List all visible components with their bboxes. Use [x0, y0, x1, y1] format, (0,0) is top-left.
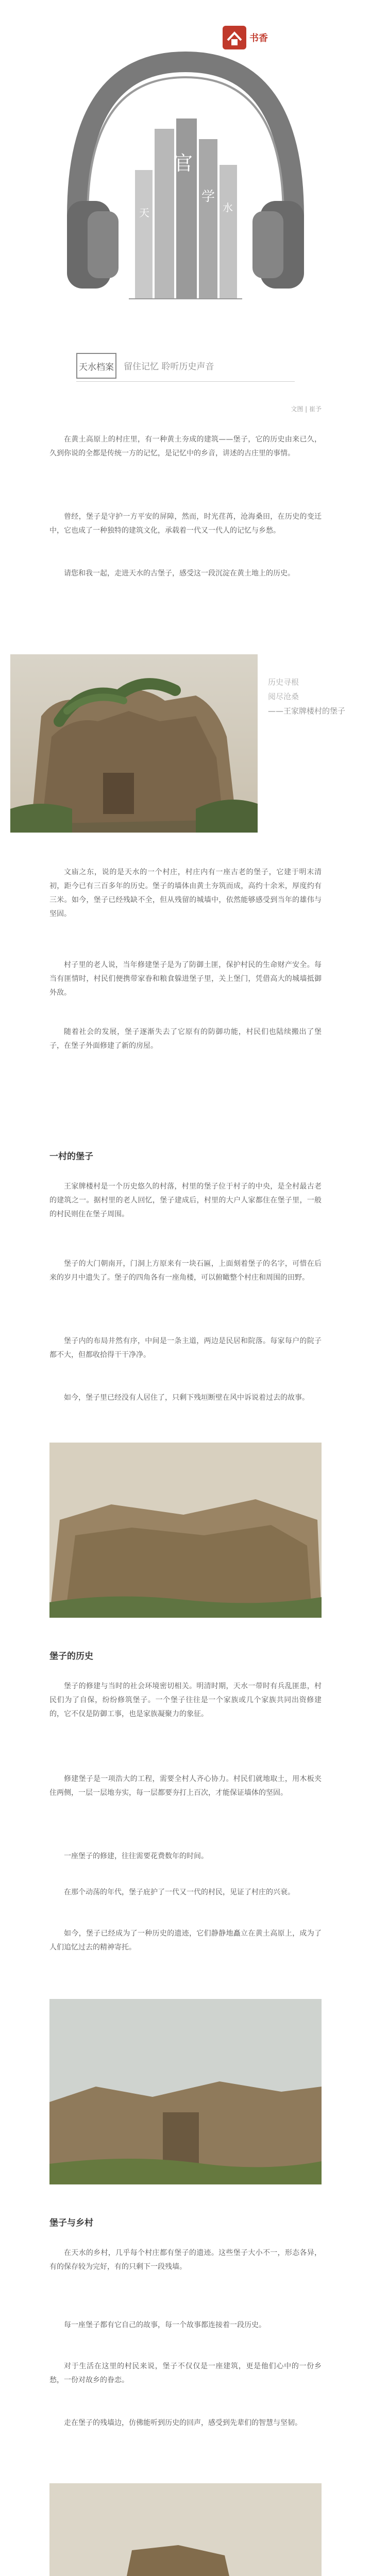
- body-paragraph: 在天水的乡村，几乎每个村庄都有堡子的遗迹。这些堡子大小不一，形态各异，有的保存较为完好，有的只剩下一段残墙。: [49, 2249, 322, 2271]
- village-fort-photo: [49, 1999, 322, 2184]
- svg-text:天: 天: [139, 207, 149, 219]
- body-paragraph: 修建堡子是一项浩大的工程，需要全村人齐心协力。村民们就地取土，用木板夹住两侧，一层一层地夯实，每一层都要夯打上百次，才能保证墙体的坚固。: [49, 1775, 322, 1797]
- svg-text:水: 水: [223, 201, 233, 214]
- svg-text:官: 官: [173, 152, 193, 175]
- ruined-fort-photo: [10, 654, 258, 833]
- author-credit: 文图 | 崔予: [291, 405, 322, 413]
- body-paragraph: 村子里的老人说，当年修建堡子是为了防御土匪，保护村民的生命财产安全。每当有匪情时，村民们便携带家眷和粮食躲进堡子里，关上堡门，凭借高大的城墙抵御外敌。: [49, 961, 322, 997]
- brand-logo-icon: [222, 25, 247, 50]
- photo-caption-line: 历史寻根: [268, 677, 299, 687]
- section-title: 堡子的历史: [49, 1651, 93, 1662]
- body-paragraph: 对于生活在这里的村民来说，堡子不仅仅是一座建筑，更是他们心中的一份乡愁，一份对故乡的眷恋。: [49, 2362, 322, 2384]
- body-paragraph: 堡子内的布局井然有序，中间是一条主道，两边是民居和院落。每家每户的院子都不大，但都收拾得干干净净。: [49, 1337, 322, 1359]
- section-title: 堡子与乡村: [49, 2218, 93, 2228]
- column-subtitle: 留住记忆 聆听历史声音: [124, 362, 214, 372]
- tagline-strip: [0, 353, 371, 389]
- fort-wall-photo: [49, 1443, 322, 1618]
- body-paragraph: 随着社会的发展，堡子逐渐失去了它原有的防御功能，村民们也陆续搬出了堡子，在堡子外面修建了新的房屋。: [49, 1028, 322, 1050]
- body-paragraph: 堡子的修建与当时的社会环境密切相关。明清时期，天水一带时有兵乱匪患，村民们为了自保，纷纷修筑堡子。一个堡子往往是一个家族或几个家族共同出资修建的，它不仅是防御工事，也是家族凝聚力的象征。: [49, 1682, 322, 1718]
- section-title: 一村的堡子: [49, 1151, 93, 1162]
- tagline-divider: [76, 381, 295, 382]
- body-paragraph: 堡子的大门朝南开，门洞上方原来有一块石匾，上面刻着堡子的名字，可惜在后来的岁月中遗失了。堡子的四角各有一座角楼，可以俯瞰整个村庄和周围的田野。: [49, 1260, 322, 1282]
- svg-text:学: 学: [201, 189, 215, 205]
- intro-paragraph: 在黄土高原上的村庄里，有一种黄土夯成的建筑——堡子，它的历史由来已久，久到你说的全都是传统一方的记忆，是记忆中的乡音，讲述的古庄里的事情。: [49, 435, 322, 457]
- photo-caption-line: ——王家牌楼村的堡子: [268, 706, 346, 716]
- body-paragraph: 在那个动荡的年代，堡子庇护了一代又一代的村民，见证了村庄的兴衰。: [64, 1888, 295, 1896]
- body-paragraph: 如今，堡子里已经没有人居住了，只剩下残垣断壁在风中诉说着过去的故事。: [64, 1394, 309, 1402]
- photo-caption: [268, 675, 345, 718]
- headphone-hero-illustration: [0, 0, 371, 335]
- body-paragraph: 王家牌楼村是一个历史悠久的村落，村里的堡子位于村子的中央，是全村最古老的建筑之一。据村里的老人回忆，堡子建成后，村里的大户人家都住在堡子里，一般的村民则住在堡子周围。: [49, 1182, 322, 1218]
- body-paragraph: 每一座堡子都有它自己的故事，每一个故事都连接着一段历史。: [64, 2321, 266, 2329]
- brand-mark-text: 书香: [249, 33, 268, 44]
- body-paragraph: 如今，堡子已经成为了一种历史的遗迹，它们静静地矗立在黄土高原上，成为了人们追忆过去的精神寄托。: [49, 1929, 322, 1952]
- column-name-box: 天水档案: [76, 353, 116, 379]
- body-paragraph: 走在堡子的残墙边，仿佛能听到历史的回声，感受到先辈们的智慧与坚韧。: [64, 2419, 302, 2427]
- body-paragraph: 一座堡子的修建，往往需要花费数年的时间。: [64, 1852, 208, 1860]
- intro-paragraph: 曾经，堡子是守护一方平安的屏障，然而，时光荏苒，沧海桑田，在历史的变迁中，它也成了一种独特的建筑文化，承载着一代又一代人的记忆与乡愁。: [49, 513, 322, 535]
- intro-paragraph: 请您和我一起，走进天水的古堡子，感受这一段沉淀在黄土地上的历史。: [64, 569, 295, 578]
- photo-caption-line: 阅尽沧桑: [268, 692, 299, 701]
- brand-logo: [222, 25, 268, 53]
- body-paragraph: 文庙之东，说的是天水的一个村庄，村庄内有一座古老的堡子，它建于明末清初，距今已有三百多年的历史。堡子的墙体由黄土夯筑而成，高约十余米，厚度约有三米。如今，堡子已经残缺不全，但从残留的城墙中，依然能够感受到当年的雄伟与坚固。: [49, 868, 322, 918]
- loess-landscape-photo: [49, 2483, 322, 2576]
